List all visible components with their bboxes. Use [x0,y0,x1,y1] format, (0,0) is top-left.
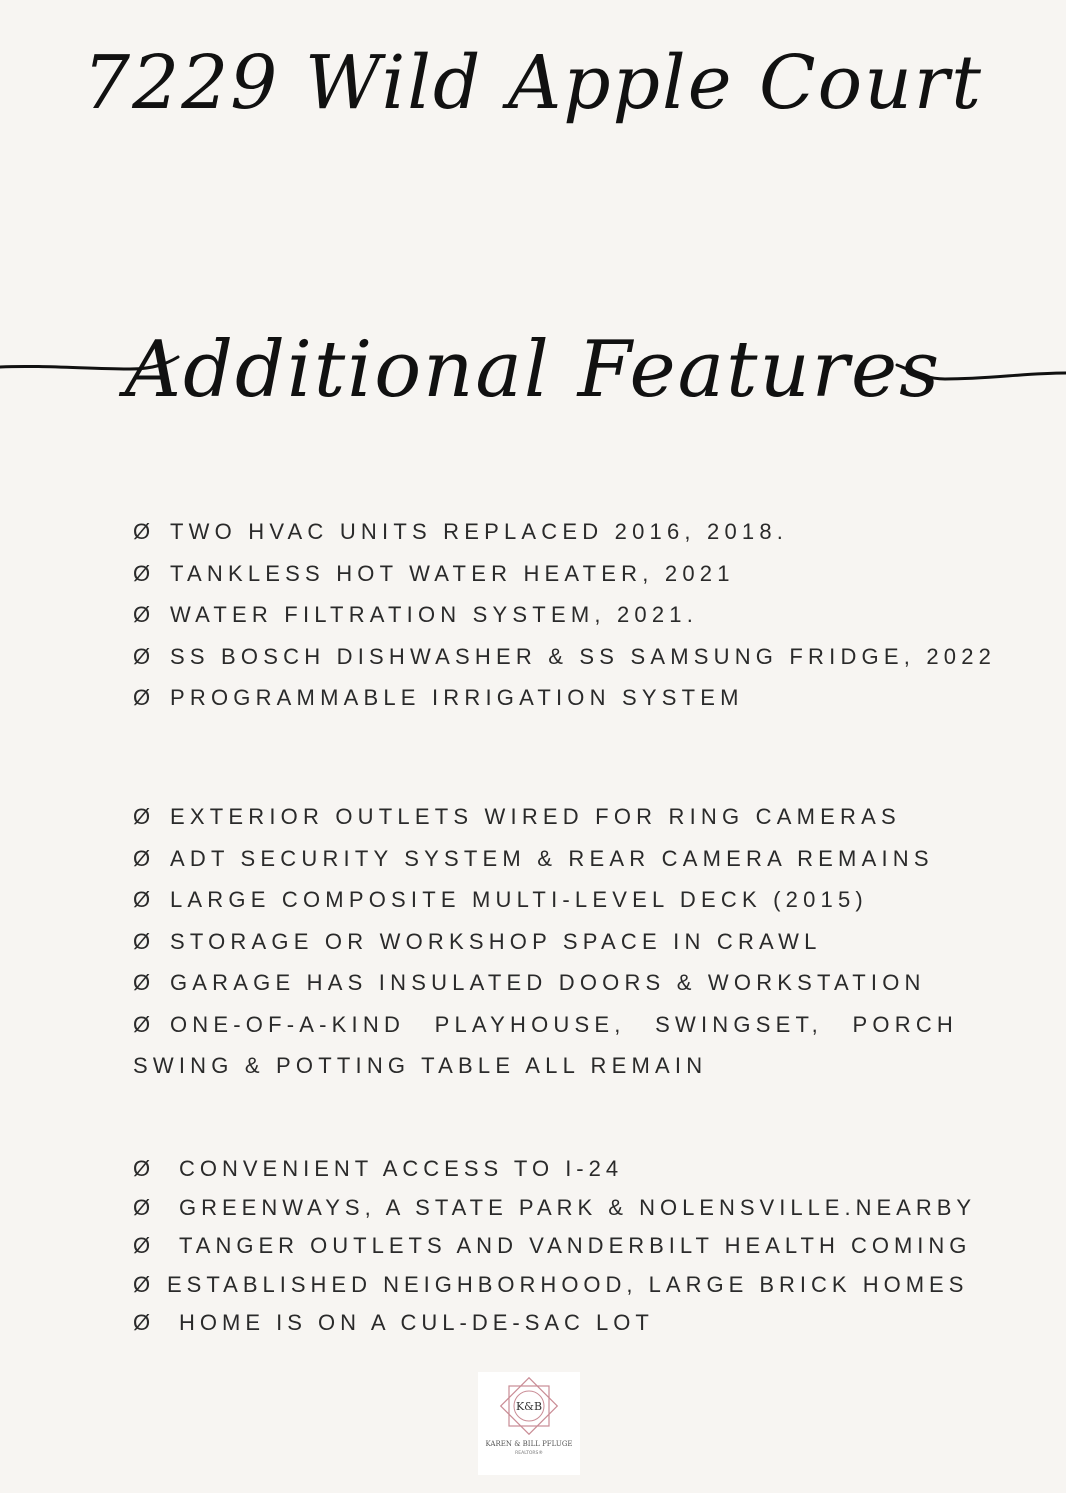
list-item: Ø ESTABLISHED NEIGHBORHOOD, LARGE BRICK HOMES [133,1266,1013,1305]
list-item: Ø ONE-OF-A-KIND PLAYHOUSE, SWINGSET, PORCH SWING & POTTING TABLE ALL REMAIN [133,1004,958,1087]
feature-group-3 [133,1150,1013,1343]
logo-subtitle: REALTORS® [515,1451,543,1456]
bullet-icon: Ø [133,519,156,544]
bullet-icon: Ø [133,1310,156,1335]
list-item: Ø GREENWAYS, A STATE PARK & NOLENSVILLE.NEARBY [133,1189,1013,1228]
bullet-icon: Ø [133,643,156,669]
list-item: Ø TANKLESS HOT WATER HEATER, 2021 [133,553,1013,595]
bullet-icon: Ø [133,685,156,710]
bullet-icon: Ø [133,602,156,627]
list-item: Ø TANGER OUTLETS AND VANDERBILT HEALTH COMING [133,1227,1013,1266]
bullet-icon: Ø [133,1233,156,1258]
list-item: Ø HOME IS ON A CUL-DE-SAC LOT [133,1304,1013,1343]
monogram-emblem-icon [478,1372,580,1440]
bullet-icon: Ø [133,1011,156,1037]
property-address-title: 7229 Wild Apple Court [83,40,983,126]
bullet-icon: Ø [133,1194,156,1220]
bullet-icon: Ø [133,804,156,829]
list-item: Ø SS BOSCH DISHWASHER & SS SAMSUNG FRIDGE, 2022 [133,636,1013,678]
list-item: Ø LARGE COMPOSITE MULTI-LEVEL DECK (2015) [133,879,1013,921]
bullet-icon: Ø [133,887,156,912]
feature-group-1 [133,511,1013,719]
list-item: Ø TWO HVAC UNITS REPLACED 2016, 2018. [133,511,1013,553]
bullet-icon: Ø [133,560,156,586]
list-item: Ø ADT SECURITY SYSTEM & REAR CAMERA REMAINS [133,838,1013,880]
bullet-icon: Ø [133,1156,156,1181]
right-swash-divider [895,355,1066,395]
bullet-icon: Ø [133,970,156,995]
bullet-icon: Ø [133,845,156,871]
logo-name: KAREN & BILL PFLUGE [485,1440,573,1448]
heading-text: Additional Features [124,325,942,415]
list-item: Ø CONVENIENT ACCESS TO I-24 [133,1150,1013,1189]
bullet-icon: Ø [133,928,156,954]
list-item: Ø PROGRAMMABLE IRRIGATION SYSTEM [133,677,1013,719]
list-item: Ø GARAGE HAS INSULATED DOORS & WORKSTATION [133,962,1013,1004]
feature-group-2 [133,796,1013,1087]
section-heading [0,315,1066,435]
list-item: Ø WATER FILTRATION SYSTEM, 2021. [133,594,1013,636]
realtor-logo [478,1372,580,1475]
list-item: Ø STORAGE OR WORKSHOP SPACE IN CRAWL [133,921,1013,963]
bullet-icon: Ø [133,1271,156,1297]
list-item: Ø EXTERIOR OUTLETS WIRED FOR RING CAMERAS [133,796,1013,838]
svg-text:K&B: K&B [515,1400,543,1413]
